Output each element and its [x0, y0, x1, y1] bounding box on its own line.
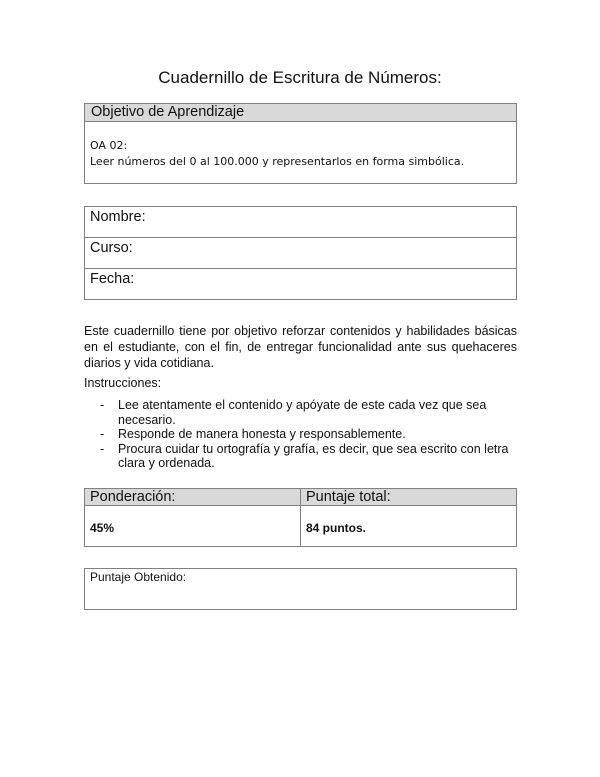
weight-header: Ponderación:	[85, 489, 301, 506]
page-title: Cuadernillo de Escritura de Números:	[158, 68, 442, 87]
objective-header: Objetivo de Aprendizaje	[85, 104, 517, 122]
list-item: - Procura cuidar tu ortografía y grafía, es decir, que sea escrito con letra clara y ordenada.	[100, 441, 509, 470]
score-table	[84, 488, 517, 547]
total-value: 84 puntos.	[301, 506, 517, 547]
list-item: - Lee atentamente el contenido y apóyate de este cada vez que sea necesario.	[100, 398, 487, 427]
weight-value: 45%	[85, 506, 301, 547]
objective-table	[84, 103, 517, 184]
objective-code: OA 02:	[90, 139, 128, 152]
instructions-label: Instrucciones:	[84, 376, 162, 390]
name-field[interactable]: Nombre:	[85, 207, 517, 238]
intro-paragraph: Este cuadernillo tiene por objetivo reforzar contenidos y habilidades básicas en el estudiante, con el fin, de entregar funcionalidad ante sus quehaceres diarios y vida cotidiana.	[84, 324, 517, 370]
list-item: - Responde de manera honesta y responsablemente.	[100, 427, 406, 441]
course-field[interactable]: Curso:	[85, 238, 517, 269]
objective-body	[85, 122, 517, 184]
total-header: Puntaje total:	[301, 489, 517, 506]
instructions-list	[84, 398, 517, 471]
obtained-score-field[interactable]: Puntaje Obtenido:	[85, 569, 517, 610]
objective-text: Leer números del 0 al 100.000 y representarlos en forma simbólica.	[90, 155, 465, 168]
student-info-table	[84, 206, 517, 300]
obtained-score-box	[84, 568, 517, 610]
date-field[interactable]: Fecha:	[85, 269, 517, 300]
